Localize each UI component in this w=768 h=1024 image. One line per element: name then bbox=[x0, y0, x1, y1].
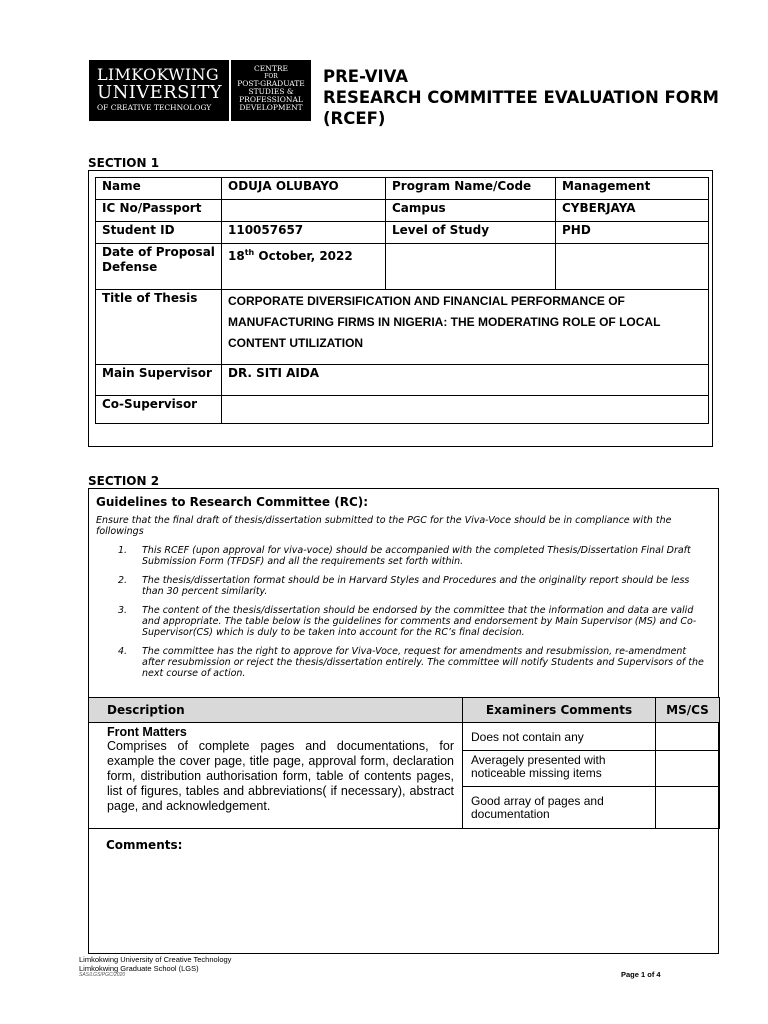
student-info-table bbox=[95, 177, 709, 424]
form-title-line3: (RCEF) bbox=[323, 109, 386, 128]
student-id-value: 110057657 bbox=[222, 222, 386, 244]
campus-value: CYBERJAYA bbox=[556, 200, 709, 222]
centre-logo bbox=[231, 60, 311, 121]
form-title bbox=[323, 66, 719, 129]
description-header: Description bbox=[89, 698, 463, 723]
guidelines-intro: Ensure that the final draft of thesis/dissertation submitted to the PGC for the Viva-Voce should be in compliance with the followings bbox=[96, 515, 672, 537]
section1-label: SECTION 1 bbox=[88, 156, 160, 170]
ic-label: IC No/Passport bbox=[96, 200, 222, 222]
front-matters-title: Front Matters bbox=[107, 725, 187, 739]
logo-text-line3: OF CREATIVE TECHNOLOGY bbox=[97, 103, 212, 112]
program-label: Program Name/Code bbox=[386, 178, 556, 200]
guideline-item bbox=[118, 646, 708, 679]
ic-value bbox=[222, 200, 386, 222]
name-value: ODUJA OLUBAYO bbox=[222, 178, 386, 200]
guideline-number: 4. bbox=[118, 646, 128, 657]
option-averagely-presented: Averagely presented with noticeable missing items bbox=[463, 751, 656, 787]
form-title-line1: PRE-VIVA bbox=[323, 67, 409, 86]
front-matters-description bbox=[89, 723, 463, 829]
option-does-not-contain: Does not contain any bbox=[463, 723, 656, 751]
campus-label: Campus bbox=[386, 200, 556, 222]
empty-cell bbox=[556, 244, 709, 290]
centre-logo-line: STUDIES & bbox=[248, 87, 294, 96]
guideline-text: The thesis/dissertation format should be in Harvard Styles and Procedures and the originality report should be less than 30 percent similarity. bbox=[142, 575, 690, 597]
main-supervisor-label: Main Supervisor bbox=[96, 365, 222, 396]
guidelines-list bbox=[118, 545, 708, 687]
guideline-number: 2. bbox=[118, 575, 128, 586]
thesis-value: CORPORATE DIVERSIFICATION AND FINANCIAL PERFORMANCE OF MANUFACTURING FIRMS IN NIGERIA: THE MODERATING ROLE OF LOCAL CONTENT UTILIZATION bbox=[222, 290, 709, 365]
comments-label: Comments: bbox=[106, 838, 183, 852]
date-label: Date of Proposal Defense bbox=[96, 244, 222, 290]
mscs-checkbox[interactable] bbox=[656, 787, 720, 829]
logo-text-line1: LIMKOKWING bbox=[97, 65, 219, 84]
guideline-item bbox=[118, 605, 708, 638]
footer-university: Limkokwing University of Creative Technology bbox=[79, 955, 232, 964]
level-label: Level of Study bbox=[386, 222, 556, 244]
empty-cell bbox=[386, 244, 556, 290]
mscs-header: MS/CS bbox=[656, 698, 720, 723]
date-suffix: th bbox=[244, 248, 255, 257]
mscs-checkbox[interactable] bbox=[656, 723, 720, 751]
front-matters-body: Comprises of complete pages and documentations, for example the cover page, title page, approval form, declaration form, distribution authorisation form, table of contents pages, list of figures, tables and abbreviations( if necessary), abstract page, and acknowledgement. bbox=[107, 739, 454, 813]
date-value bbox=[222, 244, 386, 290]
section2-label: SECTION 2 bbox=[88, 474, 160, 488]
guideline-number: 3. bbox=[118, 605, 128, 616]
mscs-checkbox[interactable] bbox=[656, 751, 720, 787]
date-day: 18 bbox=[228, 249, 245, 263]
program-value: Management bbox=[556, 178, 709, 200]
guideline-text: The content of the thesis/dissertation should be endorsed by the committee that the information and data are valid and appropriate. The table below is the guidelines for comments and endorsement by Main Supervisor (MS) and Co-Supervisor(CS) which is duly to be taken into account for the RC’s final decision. bbox=[142, 605, 697, 638]
university-logo bbox=[89, 60, 229, 121]
centre-logo-line: POST-GRADUATE bbox=[237, 79, 305, 88]
guideline-text: This RCEF (upon approval for viva-voce) should be accompanied with the completed Thesis/Dissertation Final Draft Submission Form (TFDSF) and all the requirements set forth within. bbox=[142, 545, 691, 567]
student-id-label: Student ID bbox=[96, 222, 222, 244]
footer-school: Limkokwing Graduate School (LGS) bbox=[79, 964, 199, 973]
guideline-text: The committee has the right to approve for Viva-Voce, request for amendments and resubmission, re-amendment after resubmission or reject the thesis/dissertation entirely. The committee will notify Students and Supervisors of the next course of action. bbox=[142, 646, 704, 679]
examiners-comments-header: Examiners Comments bbox=[463, 698, 656, 723]
centre-logo-line: CENTRE bbox=[254, 64, 288, 73]
footer-text bbox=[79, 955, 231, 973]
guidelines-title: Guidelines to Research Committee (RC): bbox=[96, 495, 369, 509]
thesis-label: Title of Thesis bbox=[96, 290, 222, 365]
main-supervisor-value: DR. SITI AIDA bbox=[222, 365, 709, 396]
evaluation-table bbox=[88, 697, 720, 829]
co-supervisor-label: Co-Supervisor bbox=[96, 396, 222, 424]
guideline-item bbox=[118, 545, 708, 567]
logo-text-line2: UNIVERSITY bbox=[97, 82, 223, 103]
centre-logo-line: DEVELOPMENT bbox=[239, 103, 303, 112]
footer-doc-code: SAS/LGS/PGC/2020 bbox=[79, 972, 126, 978]
centre-logo-line: PROFESSIONAL bbox=[239, 95, 303, 104]
date-rest: October, 2022 bbox=[254, 249, 353, 263]
option-good-array: Good array of pages and documentation bbox=[463, 787, 656, 829]
level-value: PHD bbox=[556, 222, 709, 244]
guideline-item bbox=[118, 575, 708, 597]
centre-logo-line: FOR bbox=[264, 73, 278, 80]
guideline-number: 1. bbox=[118, 545, 128, 556]
name-label: Name bbox=[96, 178, 222, 200]
form-title-line2: RESEARCH COMMITTEE EVALUATION FORM bbox=[323, 88, 719, 107]
page-number: Page 1 of 4 bbox=[621, 970, 661, 979]
co-supervisor-value bbox=[222, 396, 709, 424]
